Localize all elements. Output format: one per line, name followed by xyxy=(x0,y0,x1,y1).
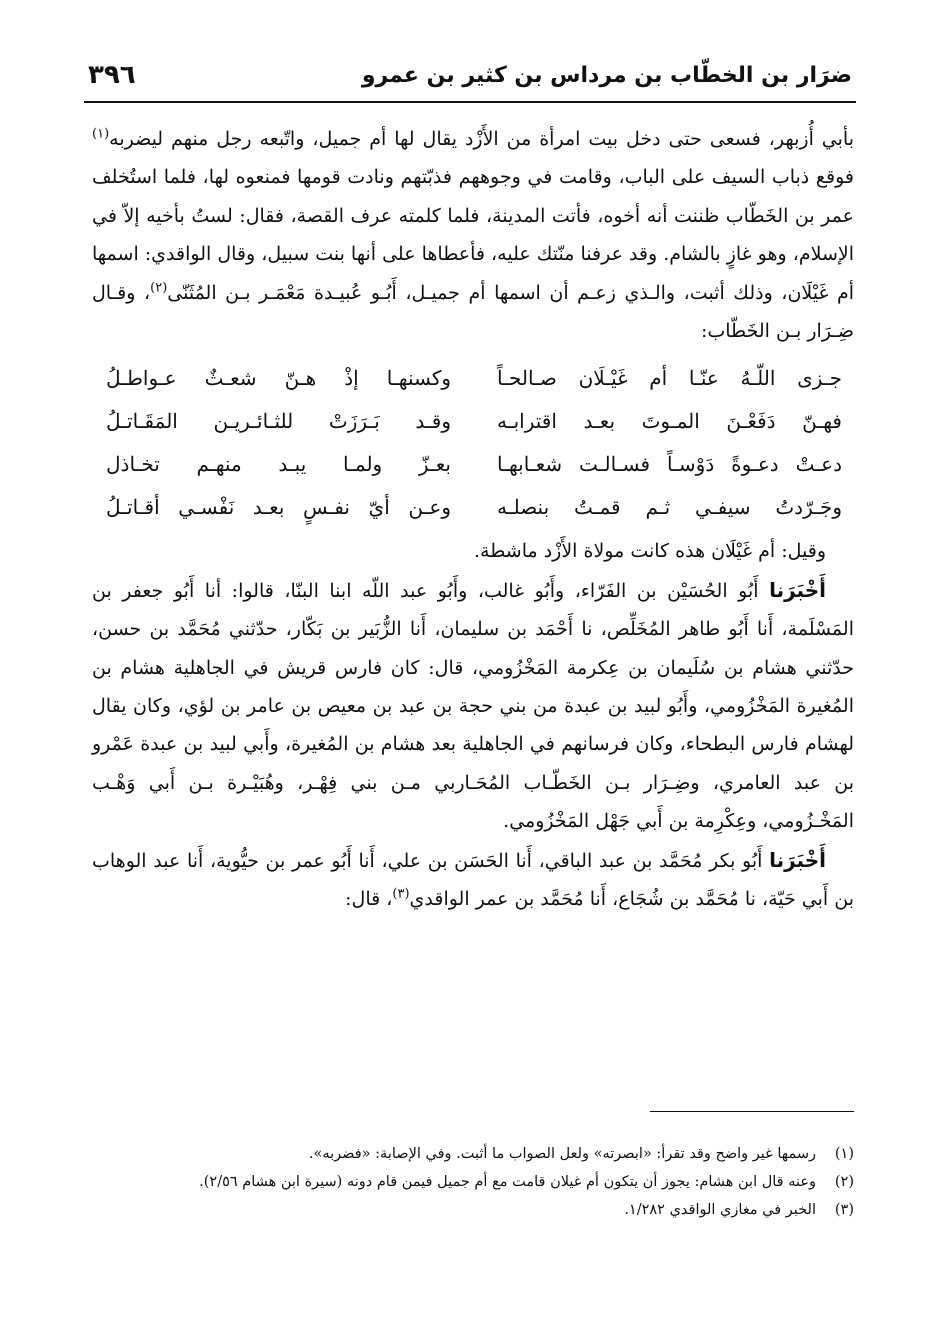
verse-first-hemistich: جـزى اللّـهُ عنّـا أم غَيْـلَان صـالحـاً xyxy=(497,365,842,390)
poem-verse xyxy=(92,399,854,442)
footnote-ref-3: (٣) xyxy=(392,886,410,902)
footnote-text: وعنه قال ابن هشام: يجوز أن يتكون أم غيلان قامت مع أم جميل فيمن قام دونه (سيرة ابن هشام ٢/٥٦). xyxy=(199,1174,816,1190)
footnote xyxy=(92,1168,854,1196)
verse-first-hemistich: فهـنّ دَفَعْـنَ المـوتَ بعـد اقترابـه xyxy=(497,408,842,433)
poem-verse xyxy=(92,442,854,485)
main-text xyxy=(92,120,854,919)
verse-second-hemistich: وعـن أيّ نفـسٍ بعـد نَفْسـي أقـاتـلُ xyxy=(106,494,451,519)
paragraph-2: وقيل: أم غَيْلَان هذه كانت مولاة الأَزْد ماشطة. xyxy=(473,540,826,563)
verse-first-hemistich: وجَـرّدتُ سيفـي ثـم قمـتُ بنصلـه xyxy=(497,494,842,519)
footnote-number: (٣) xyxy=(834,1202,854,1218)
paragraph-1 xyxy=(92,120,854,350)
paragraph-4-text-a: أَبُو بكر مُحَمَّد بن عبد الباقي، أَنا الحَسَن بن علي، أَنا أَبُو عمر بن حيُّوية، أَنا عبد الوهاب بن أَبي حَيّة، نا مُحَمَّد بن شُجَاع، أَنا مُحَمَّد بن عمر الواقدي xyxy=(92,849,854,911)
akhbarana-keyword: أَخْبَرَنا xyxy=(769,847,826,872)
paragraph-1-text-b: فوقع ذباب السيف على الباب، وقامت في وجوههم فذبّتهم ونادت قومها فمنعوه لها، فلما استُخلف عمر بن الخَطّاب ظننت أنه أخوه، فأتت المدينة، فلما كلمته عرف القصة، فقال: لستُ بأخيه إلاّ في الإسلام، وهو غازٍ بالشام. وقد عرفنا منّتك عليه، فأعطاها على أنها بنت سبيل، وقال الواقدي: اسمها أم غَيْلَان، وذلك أثبت، والـذي زعـم أن اسمها أم جميـل، أَبُـو عُبيـدة مَعْمَـر بـن المُثَنّى xyxy=(92,166,855,304)
paragraph-1-text-c: ، وقـال ضِـرَار بـن الخَطّاب: xyxy=(92,281,854,343)
paragraph-4 xyxy=(92,841,854,919)
page-number: ٣٩٦ xyxy=(88,60,136,90)
footnote-ref-2: (٢) xyxy=(150,280,168,296)
paragraph-3 xyxy=(92,571,854,841)
verse-first-hemistich: دعـتْ دعـوةً دَوْسـاً فسـالـت شعـابهـا xyxy=(497,451,842,476)
footnote-number: (٢) xyxy=(834,1174,854,1190)
poem xyxy=(92,356,854,528)
verse-second-hemistich: وقـد بَـرَزَتْ للثـائـريـن المَقَـاتـلُ xyxy=(106,408,451,433)
verse-second-hemistich: وكسنهـا إذْ هـنّ شعـثٌ عـواطـلُ xyxy=(106,365,451,390)
page-header xyxy=(88,52,852,98)
header-rule xyxy=(84,101,856,103)
poem-verse xyxy=(92,356,854,399)
poem-verse xyxy=(92,485,854,528)
footnote-separator xyxy=(650,1111,854,1112)
footnote-text: الخبر في مغازي الواقدي ١/٢٨٢. xyxy=(624,1202,816,1218)
akhbarana-keyword: أَخْبَرَنا xyxy=(769,577,826,602)
footnote xyxy=(92,1140,854,1168)
footnotes xyxy=(92,1140,854,1224)
footnote xyxy=(92,1196,854,1224)
verse-second-hemistich: بعـزّ ولمـا يبـد منهـم تخـاذل xyxy=(106,451,451,476)
paragraph-4-text-b: ، قال: xyxy=(345,888,393,911)
running-title: ضرَار بن الخطّاب بن مرداس بن كثير بن عمرو xyxy=(361,62,852,88)
footnote-text: رسمها غير واضح وقد تقرأ: «ابصرته» ولعل الصواب ما أثبت. وفي الإصابة: «فضربه». xyxy=(308,1146,816,1162)
paragraph-1-text-a: بأبي أُزبهر، فسعى حتى دخل بيت امرأة من الأَزْد يقال لها أم جميل، واتّبعه رجل منهم ليضربه xyxy=(109,128,854,150)
footnote-ref-1: (١) xyxy=(92,126,110,142)
footnote-number: (١) xyxy=(834,1146,854,1162)
paragraph-3-text: أَبُو الحُسَيْن بن الفَرّاء، وأَبُو غالب، وأَبُو عبد اللّه ابنا البنّا، قالوا: أنا أَبُو جعفر بن المَسْلَمة، أَنا أَبُو طاهر المُخَلِّص، نا أَحْمَد بن سليمان، أَنا الزُّبَير بن بَكّار، حدّثني مُحَمَّد بن حسن، حدّثني هشام بن سُلَيمان بن عِكرمة المَخْزُومي، قال: كان فارس قريش في الجاهلية هشام بن المُغيرة المَخْزُومي، وأَبُو لبيد بن عبدة من بني حجة بن عبد بن معيص بن عامر بن لؤي، وكان يقال لهشام فارس البطحاء، وكان فرسانهم في الجاهلية بعد هشام بن المُغيرة، وأَبي لبيد بن عبدة عَمْرو بن عبد العامري، وضِـرَار بـن الخَطّـاب المُحَـاربي مـن بني فِهْـر، وهُبَيْـرة بـن أَبي وَهْـب المَخْـزُومي، وعِكْرِمة بن أَبي جَهْل المَخْزُومي. xyxy=(92,579,854,833)
